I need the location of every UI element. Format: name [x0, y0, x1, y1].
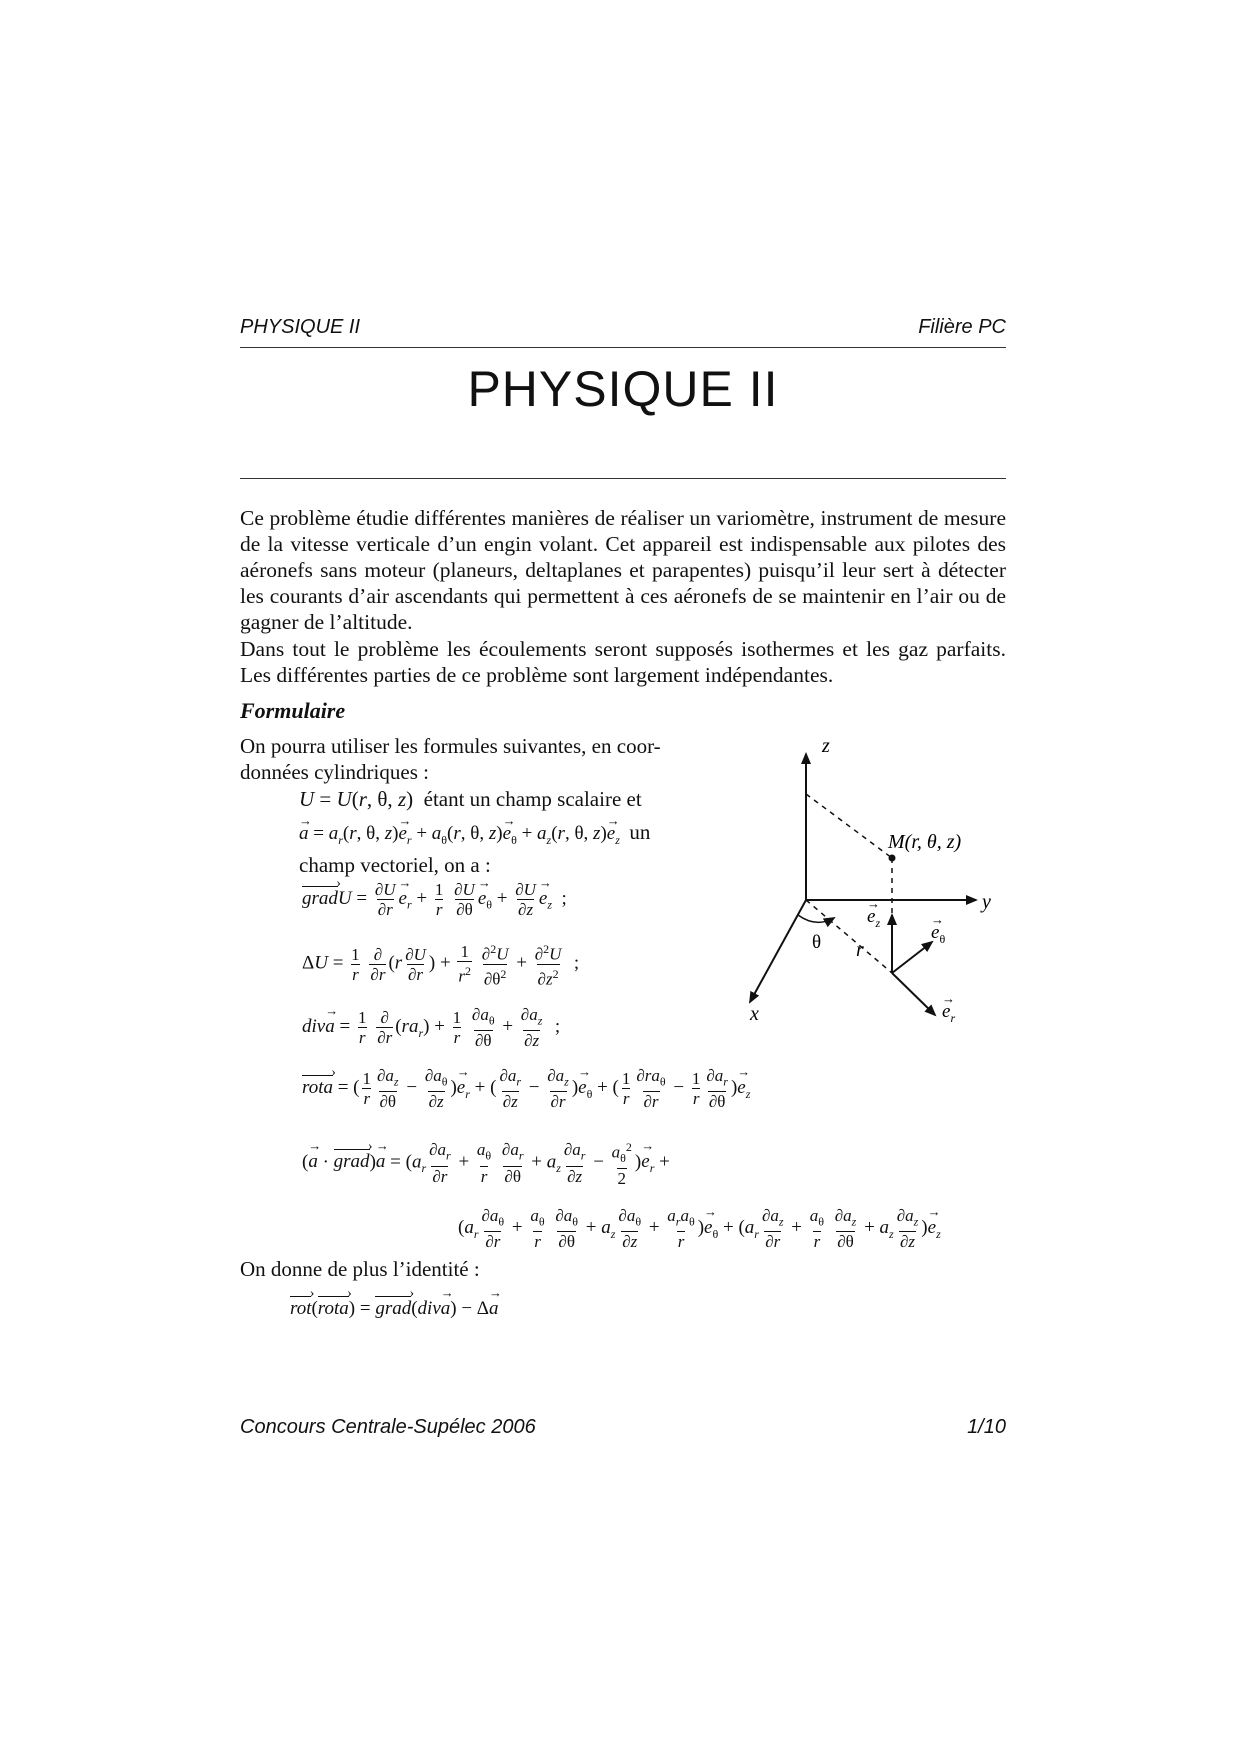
y-axis-label: y: [982, 891, 991, 913]
vector-un-text: un: [629, 820, 651, 844]
formulaire-intro-line-1: On pourra utiliser les formules suivantes, en coor-: [240, 734, 661, 758]
equation-curl: rota › = ( $\frac{1}{r}$ $\frac{\partial a_z}{\partial\theta}$ − $\frac{\partial a_\theta}{\partial z}$ )→ $e_r$ + ( $\frac{\partial a_r}{\partial z}$ − $\frac{\partial a_z}{\partial r}$ )→ $e_\theta$ + ( $\frac{1}{r}$ $\frac{\partial ra_\theta}{\partial r}$ − $\frac{1}{r}$ $\frac{\partial a_r}{\partial\theta}$ )→ $e_z$: [302, 1066, 750, 1111]
running-header-right: Filière PC: [918, 316, 1006, 338]
etheta-vector: [892, 942, 932, 973]
page-title: PHYSIQUE II: [467, 361, 779, 417]
running-header-left: PHYSIQUE II: [240, 316, 361, 338]
x-axis: [750, 900, 806, 1002]
etheta-arrow-glyph: →: [931, 912, 944, 927]
intro-paragraph-1: Ce problème étudie différentes manières de réaliser un variomètre, instrument de mesure de la vitesse verticale d’un engin volant. Cet appareil est indispensable aux pilotes des aéronefs sans moteur (planeurs, deltaplanes et parapentes) puisqu’il leur sert à détecter les courants d’air ascendants qui permettent à ces aéronefs de se maintenir en l’air ou de gagner de l’altitude.: [240, 506, 1006, 634]
ez-arrow-glyph: →: [867, 896, 880, 911]
vector-field-text: champ vectoriel, on a :: [299, 853, 491, 877]
identity-intro: On donne de plus l’identité :: [240, 1257, 480, 1281]
z-axis-label: z: [822, 735, 830, 757]
point-m: [889, 855, 896, 862]
scalar-field-line: U = U(r, θ, z) étant un champ scalaire et: [299, 787, 642, 811]
equation-identity: rot ›(rota ›) = grad ›(div→ a) − Δ→ a: [290, 1296, 499, 1320]
theta-arc: [798, 915, 834, 922]
vector-field-line: → $a = a_r(r$, θ, $z)\to e_r + a_\theta(r$, θ, $z)\to e_\theta + a_z(r$, θ, $z)\to e_z$ un: [299, 819, 650, 853]
er-label: $e_r$: [942, 1001, 956, 1025]
formulaire-intro-line-2: données cylindriques :: [240, 760, 429, 784]
x-axis-label: x: [750, 1003, 759, 1025]
intro-paragraph-2: Dans tout le problème les écoulements seront supposés isothermes et les gaz parfaits. Les différentes parties de ce problème sont largement indépendantes.: [240, 637, 1006, 687]
er-vector: [892, 973, 935, 1015]
equation-convective-1: (→ a · grad ›)→ $a = (a_r$ $\frac{\partial a_r}{\partial r}$ + $\frac{a_\theta}{r}$ $\frac{\partial a_r}{\partial\theta}$ + $a_z$ $\frac{\partial a_r}{\partial z}$ − $\frac{a_\theta^2}{2}$ )→ $e_r$ +: [302, 1138, 670, 1188]
title-rule: [240, 478, 1006, 479]
formulaire-heading: Formulaire: [240, 698, 346, 723]
scalar-field-text: étant un champ scalaire et: [423, 787, 642, 811]
footer-left: Concours Centrale-Supélec 2006: [240, 1416, 536, 1438]
cylindrical-coordinates-diagram: [730, 730, 1010, 1030]
r-label: r: [856, 939, 864, 961]
equation-laplacian: ΔU = $\frac{1}{r}$ $\frac{\partial}{\partial r}$ (r $\frac{\partial U}{\partial r}$ ) + $\frac{1}{r^2}$ $\frac{\partial^2U}{\partial\theta^2}$ + $\frac{\partial^2U}{\partial z^2}$ ;: [302, 942, 580, 989]
equation-grad: grad ›U = $\frac{\partial U}{\partial r}$ → $e_r$ + $\frac{1}{r}$ $\frac{\partial U}{\partial\theta}$ → $e_\theta$ + $\frac{\partial U}{\partial z}$ → $e_z$ ;: [302, 880, 567, 919]
equation-convective-2: ($a_r$ $\frac{\partial a_\theta}{\partial r}$ + $\frac{a_\theta}{r}$ $\frac{\partial a_\theta}{\partial\theta}$ + $a_z$ $\frac{\partial a_\theta}{\partial z}$ + $\frac{a_ra_\theta}{r}$ )→ $e_\theta + (a_r$ $\frac{\partial a_z}{\partial r}$ + $\frac{a_\theta}{r}$ $\frac{\partial a_z}{\partial\theta}$ + $a_z$ $\frac{\partial a_z}{\partial z}$ )→ $e_z$: [458, 1206, 941, 1251]
point-m-label: M(r, θ, z): [888, 831, 962, 853]
etheta-label: $e_\theta$: [931, 922, 946, 946]
er-arrow-glyph: →: [942, 991, 955, 1006]
equation-divergence: div→ a = $\frac{1}{r}$ $\frac{\partial}{\partial r}$ $(ra_r)$ + $\frac{1}{r}$ $\frac{\partial a_\theta}{\partial\theta}$ + $\frac{\partial a_z}{\partial z}$ ;: [302, 1005, 560, 1050]
theta-label: θ: [812, 932, 822, 953]
footer-page-number: 1/10: [967, 1416, 1006, 1438]
height-guide-dashed: [806, 794, 892, 858]
header-rule: [240, 347, 1006, 348]
ez-label: $e_z$: [867, 906, 881, 930]
